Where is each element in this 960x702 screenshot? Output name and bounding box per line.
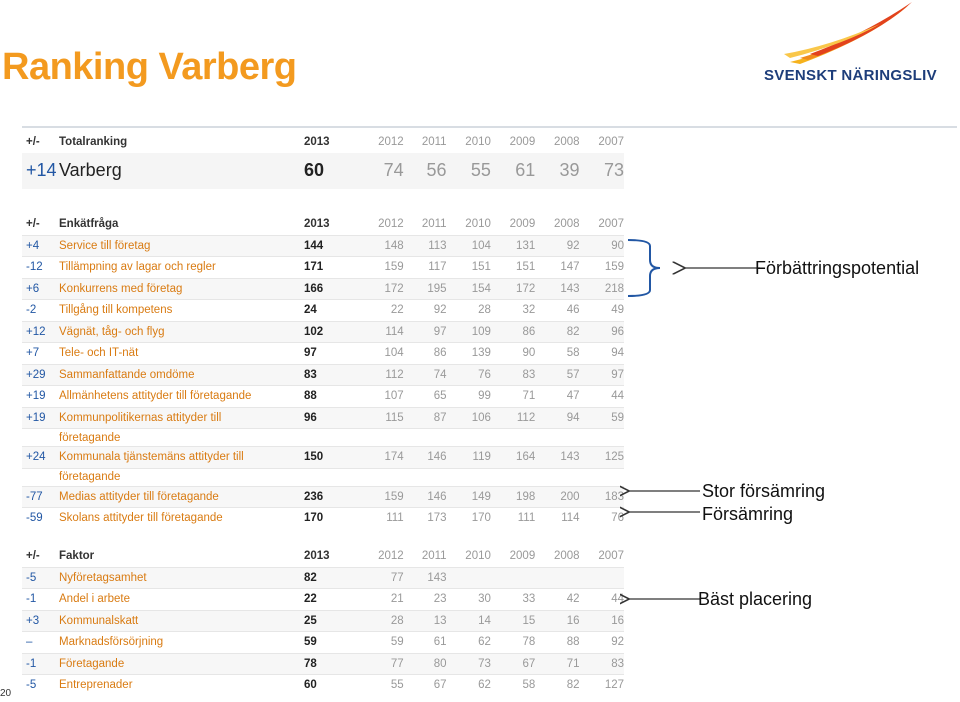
- label-cell: Nyföretagsamhet: [59, 567, 289, 589]
- value-cell: 218: [580, 278, 624, 300]
- value-cell: 76: [447, 364, 491, 386]
- year-2007: 2007: [598, 136, 624, 149]
- bracket-icon: [628, 240, 660, 296]
- value-cell: 15: [491, 610, 535, 632]
- label-cell: Vägnät, tåg- och flyg: [59, 321, 289, 343]
- table-row: [22, 589, 624, 611]
- value-cell: 170: [289, 508, 359, 529]
- value-cell: 61: [404, 632, 447, 654]
- value-cell: 82: [535, 321, 579, 343]
- table-row: [22, 486, 624, 508]
- label-cell: Allmänhetens attityder till företagande: [59, 386, 289, 408]
- table-header: [22, 132, 624, 153]
- table-row-continuation: [22, 468, 624, 486]
- change-cell: -5: [22, 567, 59, 589]
- value-cell: 59: [289, 632, 359, 654]
- value-cell: 82: [535, 675, 579, 696]
- value-cell: 114: [359, 321, 403, 343]
- value-cell: 92: [580, 632, 624, 654]
- logo-text: SVENSKT NÄRINGSLIV: [764, 67, 937, 84]
- value-cell: 114: [535, 508, 579, 529]
- value-cell: 115: [359, 407, 403, 429]
- value-cell: 172: [359, 278, 403, 300]
- value-cell: 28: [359, 610, 403, 632]
- value-cell: 164: [491, 447, 535, 469]
- annotation-big-decline: Stor försämring: [702, 481, 826, 501]
- change-cell: +29: [22, 364, 59, 386]
- label-cell: Kommunalskatt: [59, 610, 289, 632]
- value-cell: 146: [404, 447, 447, 469]
- label-cell: Medias attityder till företagande: [59, 486, 289, 508]
- value-cell: 92: [535, 235, 579, 257]
- header-change: +/-: [26, 136, 40, 149]
- value-cell: 166: [289, 278, 359, 300]
- table-row: [22, 235, 624, 257]
- value-cell: 106: [447, 407, 491, 429]
- value-cell: 90: [580, 235, 624, 257]
- value-cell: 154: [447, 278, 491, 300]
- value-cell: 71: [535, 653, 579, 675]
- value-cell: 14: [447, 610, 491, 632]
- label-cell: Service till företag: [59, 235, 289, 257]
- label-cell: Tillämpning av lagar och regler: [59, 257, 289, 279]
- page-number: 20: [0, 688, 12, 699]
- value-cell: 13: [404, 610, 447, 632]
- value-cell: 78: [491, 632, 535, 654]
- page-title: Ranking Varberg: [2, 46, 297, 88]
- value-cell: 55: [359, 675, 403, 696]
- label-continuation: företagande: [59, 429, 289, 447]
- value-cell: 102: [289, 321, 359, 343]
- value-cell: 97: [580, 364, 624, 386]
- label-cell: Tillgång till kompetens: [59, 300, 289, 322]
- value-cell: 174: [359, 447, 403, 469]
- table-row: [22, 257, 624, 279]
- table-row: [22, 364, 624, 386]
- value-cell: 78: [289, 653, 359, 675]
- value-cell: 88: [289, 386, 359, 408]
- table-row: [22, 508, 624, 529]
- value-cell: [580, 567, 624, 589]
- value-cell: 97: [289, 343, 359, 365]
- change-cell: +7: [22, 343, 59, 365]
- value-cell: 198: [491, 486, 535, 508]
- value-cell: 150: [289, 447, 359, 469]
- value-cell: 62: [447, 632, 491, 654]
- value-cell: 127: [580, 675, 624, 696]
- value-cell: 146: [404, 486, 447, 508]
- value-cell: 96: [289, 407, 359, 429]
- value-cell: 104: [359, 343, 403, 365]
- table-row: [22, 447, 624, 469]
- table-row: [22, 567, 624, 589]
- value-cell: 195: [404, 278, 447, 300]
- table-row: [22, 300, 624, 322]
- total-ranking-table: [22, 132, 624, 189]
- value-cell: 46: [535, 300, 579, 322]
- value-cell: 42: [535, 589, 579, 611]
- value-cell: 88: [535, 632, 579, 654]
- value-cell: 16: [580, 610, 624, 632]
- label-cell: Tele- och IT-nät: [59, 343, 289, 365]
- value-cell: 44: [580, 386, 624, 408]
- value-cell: 80: [404, 653, 447, 675]
- value-cell: 151: [491, 257, 535, 279]
- value-cell: 183: [580, 486, 624, 508]
- table-row: [22, 386, 624, 408]
- value-cell: 172: [491, 278, 535, 300]
- value-cell: 62: [447, 675, 491, 696]
- value-cell: 159: [359, 486, 403, 508]
- value-cell: 16: [535, 610, 579, 632]
- change-cell: -1: [22, 589, 59, 611]
- change-cell: +3: [22, 610, 59, 632]
- value-cell: 33: [491, 589, 535, 611]
- annotation-arrow-best: [620, 590, 700, 610]
- value-cell: 159: [359, 257, 403, 279]
- change-cell: -59: [22, 508, 59, 529]
- value-cell: 86: [404, 343, 447, 365]
- value-cell: [491, 567, 535, 589]
- value-cell: 58: [491, 675, 535, 696]
- table-row: [22, 278, 624, 300]
- table-row: [22, 321, 624, 343]
- table-header: +/- Enkätfråga 2013 2012 2011 2010 2009 2008 2007: [26, 218, 624, 231]
- value-cell: [535, 567, 579, 589]
- value-cell: 71: [491, 386, 535, 408]
- value-cell: 47: [535, 386, 579, 408]
- value-cell: 77: [359, 653, 403, 675]
- value-cell: 112: [491, 407, 535, 429]
- value-cell: 104: [447, 235, 491, 257]
- year-2013: 2013: [304, 136, 330, 149]
- value-cell: 148: [359, 235, 403, 257]
- value-cell: 77: [359, 567, 403, 589]
- value-cell: 92: [404, 300, 447, 322]
- value-cell: 44: [580, 589, 624, 611]
- value-cell: 87: [404, 407, 447, 429]
- change-cell: -2: [22, 300, 59, 322]
- value-cell: 30: [447, 589, 491, 611]
- year-2008: 2008: [553, 136, 580, 149]
- label-cell: Kommunpolitikernas attityder till: [59, 407, 289, 429]
- value-cell: 86: [491, 321, 535, 343]
- value-cell: 147: [535, 257, 579, 279]
- value-cell: 32: [491, 300, 535, 322]
- value-cell: 49: [580, 300, 624, 322]
- value-cell: 83: [289, 364, 359, 386]
- value-cell: 117: [404, 257, 447, 279]
- label-cell: Kommunala tjänstemäns attityder till: [59, 447, 289, 469]
- label-cell: Entreprenader: [59, 675, 289, 696]
- value-cell: 143: [404, 567, 447, 589]
- value-cell: 24: [289, 300, 359, 322]
- value-cell: 151: [447, 257, 491, 279]
- divider: [22, 126, 957, 128]
- value-cell: 144: [289, 235, 359, 257]
- table-row: +14 Varberg 60 74 56 55 61 39 73: [22, 153, 624, 189]
- value-cell: 94: [535, 407, 579, 429]
- survey-table: [22, 214, 624, 529]
- value-cell: 59: [580, 407, 624, 429]
- change-cell: -12: [22, 257, 59, 279]
- value-cell: 57: [535, 364, 579, 386]
- table-row: [22, 407, 624, 429]
- value-cell: 125: [580, 447, 624, 469]
- value-cell: 60: [289, 675, 359, 696]
- value-cell: 59: [359, 632, 403, 654]
- value-cell: 23: [404, 589, 447, 611]
- value-cell: 139: [447, 343, 491, 365]
- year-2010: 2010: [465, 136, 491, 149]
- value-cell: 143: [535, 447, 579, 469]
- label-cell: Skolans attityder till företagande: [59, 508, 289, 529]
- year-2012: 2012: [378, 136, 404, 149]
- value-cell: [447, 567, 491, 589]
- label-cell: Marknadsförsörjning: [59, 632, 289, 654]
- table-row: [22, 610, 624, 632]
- annotation-best: Bäst placering: [698, 589, 813, 609]
- annotation-improvement: Förbättringspotential: [755, 258, 920, 278]
- value-cell: 171: [289, 257, 359, 279]
- table-header: +/- Faktor 2013 2012 2011 2010 2009 2008 2007: [26, 550, 624, 563]
- value-cell: 97: [404, 321, 447, 343]
- value-cell: 76: [580, 508, 624, 529]
- change-cell: -77: [22, 486, 59, 508]
- label-continuation: företagande: [59, 468, 289, 486]
- value-cell: 170: [447, 508, 491, 529]
- value-cell: 119: [447, 447, 491, 469]
- change-cell: +6: [22, 278, 59, 300]
- year-2011: 2011: [421, 136, 447, 149]
- change-cell: +19: [22, 386, 59, 408]
- value-cell: 131: [491, 235, 535, 257]
- change-cell: +12: [22, 321, 59, 343]
- value-cell: 143: [535, 278, 579, 300]
- change-cell: –: [22, 632, 59, 654]
- table-row: [22, 675, 624, 696]
- value-cell: 83: [491, 364, 535, 386]
- year-2009: 2009: [509, 136, 536, 149]
- value-cell: 83: [580, 653, 624, 675]
- table-row: [22, 632, 624, 654]
- value-cell: 200: [535, 486, 579, 508]
- label-cell: Sammanfattande omdöme: [59, 364, 289, 386]
- label-cell: Andel i arbete: [59, 589, 289, 611]
- value-cell: 67: [491, 653, 535, 675]
- value-cell: 109: [447, 321, 491, 343]
- value-cell: 90: [491, 343, 535, 365]
- value-cell: 74: [404, 364, 447, 386]
- value-cell: 113: [404, 235, 447, 257]
- label-cell: Konkurrens med företag: [59, 278, 289, 300]
- change-cell: -5: [22, 675, 59, 696]
- value-cell: 112: [359, 364, 403, 386]
- change-cell: -1: [22, 653, 59, 675]
- table-row: [22, 343, 624, 365]
- table-row: [22, 653, 624, 675]
- value-cell: 236: [289, 486, 359, 508]
- value-cell: 21: [359, 589, 403, 611]
- value-cell: 149: [447, 486, 491, 508]
- value-cell: 25: [289, 610, 359, 632]
- value-cell: 99: [447, 386, 491, 408]
- value-cell: 94: [580, 343, 624, 365]
- value-cell: 22: [289, 589, 359, 611]
- value-cell: 58: [535, 343, 579, 365]
- value-cell: 73: [447, 653, 491, 675]
- table-row-continuation: [22, 429, 624, 447]
- value-cell: 111: [359, 508, 403, 529]
- header-label: Totalranking: [59, 136, 128, 149]
- label-cell: Företagande: [59, 653, 289, 675]
- change-cell: +24: [22, 447, 59, 469]
- value-cell: 67: [404, 675, 447, 696]
- value-cell: 107: [359, 386, 403, 408]
- value-cell: 28: [447, 300, 491, 322]
- change-cell: +4: [22, 235, 59, 257]
- annotation-decline: Försämring: [702, 504, 794, 524]
- factor-table: [22, 546, 624, 696]
- value-cell: 82: [289, 567, 359, 589]
- value-cell: 173: [404, 508, 447, 529]
- value-cell: 159: [580, 257, 624, 279]
- value-cell: 96: [580, 321, 624, 343]
- value-cell: 111: [491, 508, 535, 529]
- value-cell: 22: [359, 300, 403, 322]
- change-cell: +19: [22, 407, 59, 429]
- value-cell: 65: [404, 386, 447, 408]
